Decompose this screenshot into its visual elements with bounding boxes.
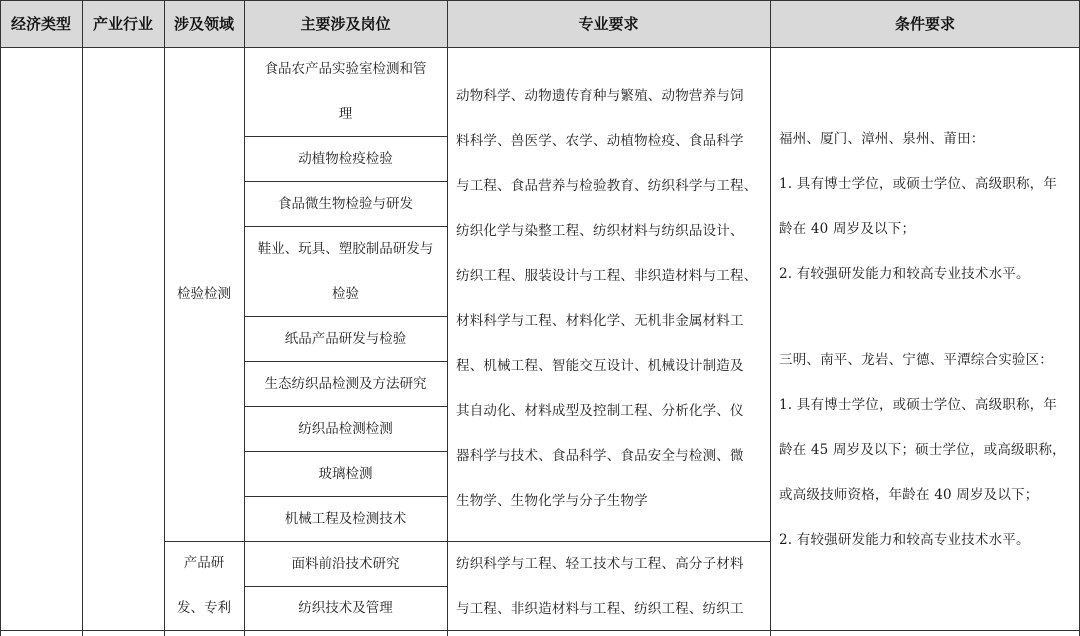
header-positions: 主要涉及岗位 <box>300 15 391 33</box>
major-line: 器科学与技术、食品科学、食品安全与检测、微 <box>456 448 744 464</box>
position-paper: 纸品产品研发与检验 <box>284 330 407 347</box>
major-requirements-rd <box>456 542 764 632</box>
position-food-microbe: 食品微生物检验与研发 <box>278 195 413 212</box>
field-inspection: 检验检测 <box>177 286 231 302</box>
position-fabric-research: 面料前沿技术研究 <box>291 555 400 572</box>
condition-line: 2. 有较强研发能力和较高专业技术水平。 <box>779 266 1030 282</box>
major-line: 与工程、非织造材料与工程、纺织工程、纺织工 <box>456 601 744 617</box>
grid-line <box>770 0 771 636</box>
condition-line: 龄在 45 周岁及以下；硕士学位，或高级职称， <box>779 442 1066 458</box>
major-line: 材料科学与工程、材料化学、无机非金属材料工 <box>456 313 744 329</box>
grid-line <box>0 47 1080 48</box>
major-line: 与工程、食品营养与检验教育、纺织科学与工程、 <box>456 178 758 194</box>
position-textile-testing: 纺织品检测检测 <box>298 420 393 437</box>
major-line: 纺织科学与工程、轻工技术与工程、高分子材料 <box>456 556 744 572</box>
position-quarantine: 动植物检疫检验 <box>298 150 393 167</box>
condition-line: 1. 具有博士学位，或硕士学位、高级职称，年 <box>779 397 1058 413</box>
position-glass: 玻璃检测 <box>318 465 373 482</box>
condition-line: 2. 有较强研发能力和较高专业技术水平。 <box>779 532 1030 548</box>
major-line: 其自动化、材料成型及控制工程、分析化学、仪 <box>456 403 744 419</box>
position-textile-management: 纺织技术及管理 <box>298 600 393 616</box>
header-industry: 产业行业 <box>92 15 153 33</box>
position-food-lab: 食品农产品实验室检测和管 理 <box>264 61 427 122</box>
major-line: 料科学、兽医学、农学、动植物检疫、食品科学 <box>456 133 744 149</box>
major-line: 纺织工程、服装设计与工程、非织造材料与工程、 <box>456 268 758 284</box>
grid-line <box>0 0 1080 1</box>
major-line: 纺织化学与染整工程、纺织材料与纺织品设计、 <box>456 223 744 239</box>
condition-line: 或高级技师资格，年龄在 40 周岁及以下； <box>779 487 1039 503</box>
major-requirements-inspection <box>456 74 764 524</box>
condition-line: 三明、南平、龙岩、宁德、平潭综合实验区： <box>779 352 1053 368</box>
header-field: 涉及领域 <box>173 15 234 33</box>
condition-line: 1. 具有博士学位，或硕士学位、高级职称，年 <box>779 176 1058 192</box>
grid-line <box>0 0 1 636</box>
position-eco-textile: 生态纺织品检测及方法研究 <box>264 375 427 392</box>
header-major-requirements: 专业要求 <box>578 15 639 33</box>
condition-line: 福州、厦门、漳州、泉州、莆田： <box>779 131 985 147</box>
conditions-group-coastal <box>779 117 1074 297</box>
header-conditions: 条件要求 <box>894 15 955 33</box>
position-mechanical: 机械工程及检测技术 <box>284 510 407 527</box>
field-product-rd: 产品研 发、专利 <box>177 555 231 616</box>
major-line: 程、机械工程、智能交互设计、机械设计制造及 <box>456 358 744 374</box>
major-line: 动物科学、动物遗传育种与繁殖、动物营养与饲 <box>456 88 744 104</box>
grid-line <box>82 0 83 636</box>
condition-line: 龄在 40 周岁及以下； <box>779 221 916 237</box>
header-economic-type: 经济类型 <box>10 15 71 33</box>
conditions-group-inland <box>779 338 1074 563</box>
major-line: 生物学、生物化学与分子生物学 <box>456 493 648 509</box>
position-shoes-toys: 鞋业、玩具、塑胶制品研发与 检验 <box>257 240 434 302</box>
